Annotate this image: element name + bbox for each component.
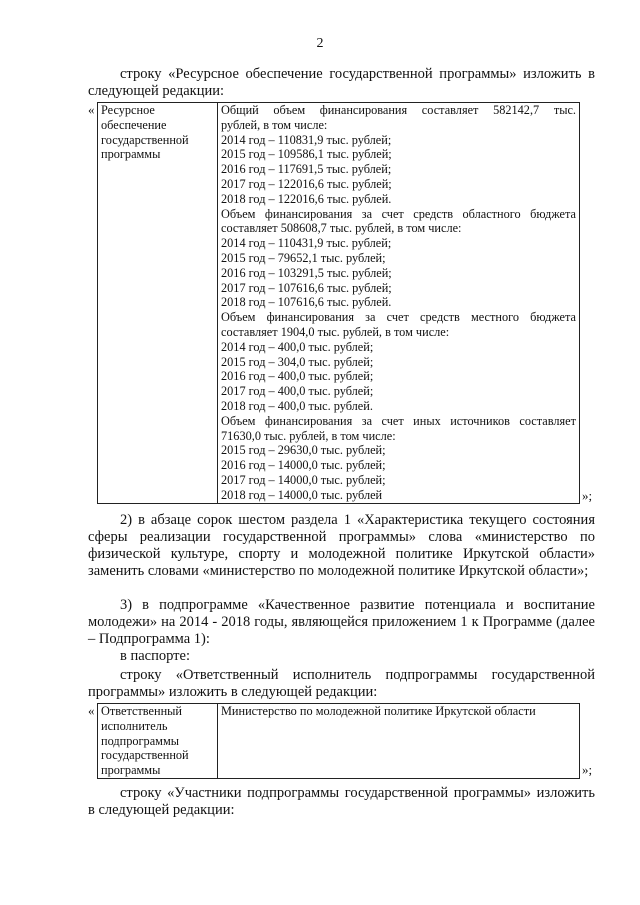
table2-label-line: Ответственный — [101, 704, 182, 718]
table1-line: 2016 год – 103291,5 тыс. рублей; — [221, 265, 392, 280]
table1-line: 2017 год – 14000,0 тыс. рублей; — [221, 472, 386, 487]
table1-line: 2018 год – 122016,6 тыс. рублей. — [221, 191, 392, 206]
table1-line: 2014 год – 110831,9 тыс. рублей; — [221, 132, 392, 147]
table1-line: 2016 год – 117691,5 тыс. рублей; — [221, 162, 392, 177]
table1-line: составляет 1904,0 тыс. рублей, в том числе: — [221, 324, 450, 339]
table1-line: Объем финансирования за счет средств местного бюджета — [221, 310, 576, 325]
table1-open-quote: « — [88, 102, 95, 117]
table1-line: 2015 год – 109586,1 тыс. рублей; — [221, 147, 392, 162]
table1-line: рублей, в том числе: — [221, 117, 328, 132]
table2-label-line: исполнитель — [101, 718, 168, 733]
paragraph-2: 2) в абзаце сорок шестом раздела 1 «Характеристика текущего состояния сферы реализации государственной программы» слова «министерство по физической культуре, спорту и молодежной политике Иркутской области» заменить словами «министерство по молодежной политике Иркутской области»; — [88, 512, 595, 579]
intro-paragraph: строку «Ресурсное обеспечение государственной программы» изложить в следующей редакции: — [88, 66, 595, 99]
table1-line: Общий объем финансирования составляет 582142,7 тыс. — [221, 103, 576, 117]
table1-line: 2015 год – 304,0 тыс. рублей; — [221, 354, 374, 369]
table1-label-line: государственной — [101, 132, 189, 147]
participants-line: строку «Участники подпрограммы государственной программы» изложить в следующей редакции: — [88, 785, 595, 818]
table1-line: 2017 год – 122016,6 тыс. рублей; — [221, 176, 392, 191]
table1-line: 2016 год – 400,0 тыс. рублей; — [221, 369, 374, 384]
table1-label-line: Ресурсное — [101, 103, 155, 117]
table1-line: 2017 год – 400,0 тыс. рублей; — [221, 384, 374, 399]
table1-line: 2015 год – 29630,0 тыс. рублей; — [221, 443, 386, 458]
page-number: 2 — [316, 36, 324, 51]
table1-line: Объем финансирования за счет средств областного бюджета — [221, 206, 576, 221]
responsible-line: строку «Ответственный исполнитель подпрограммы государственной программы» изложить в следующей редакции: — [88, 667, 595, 700]
table1-line: 2018 год – 400,0 тыс. рублей. — [221, 398, 373, 413]
table2-label-line: подпрограммы — [101, 733, 179, 748]
table1-line: 2014 год – 110431,9 тыс. рублей; — [221, 236, 392, 251]
table1-line: 2017 год – 107616,6 тыс. рублей; — [221, 280, 392, 295]
table1-close-quote: »; — [582, 488, 593, 503]
resource-table — [97, 102, 580, 504]
table2-close-quote: »; — [582, 762, 593, 777]
table2-content: Министерство по молодежной политике Иркутской области — [221, 704, 536, 718]
responsible-table — [97, 703, 580, 779]
table2-content-cell — [218, 704, 580, 779]
in-passport-line: в паспорте: — [120, 648, 190, 664]
table2-label-cell — [98, 704, 218, 779]
table1-line: 71630,0 тыс. рублей, в том числе: — [221, 428, 396, 443]
table1-content-cell — [218, 103, 580, 504]
paragraph-3: 3) в подпрограмме «Качественное развитие потенциала и воспитание молодежи» на 2014 - 2018 годы, являющейся приложением 1 к Программе (далее – Подпрограмма 1): — [88, 597, 595, 647]
table1-line: 2018 год – 107616,6 тыс. рублей. — [221, 295, 392, 310]
table1-label-line: программы — [101, 147, 161, 162]
table1-line: 2014 год – 400,0 тыс. рублей; — [221, 339, 374, 354]
table1-label-cell — [98, 103, 218, 504]
table2-open-quote: « — [88, 703, 95, 718]
table1-line: составляет 508608,7 тыс. рублей, в том числе: — [221, 221, 462, 236]
table2-label-line: программы — [101, 763, 161, 778]
table1-line: Объем финансирования за счет иных источников составляет — [221, 413, 576, 428]
table1-label-line: обеспечение — [101, 117, 167, 132]
table1-line: 2016 год – 14000,0 тыс. рублей; — [221, 458, 386, 473]
table1-line: 2018 год – 14000,0 тыс. рублей — [221, 487, 383, 502]
table2-label-line: государственной — [101, 748, 189, 763]
table1-line: 2015 год – 79652,1 тыс. рублей; — [221, 250, 386, 265]
